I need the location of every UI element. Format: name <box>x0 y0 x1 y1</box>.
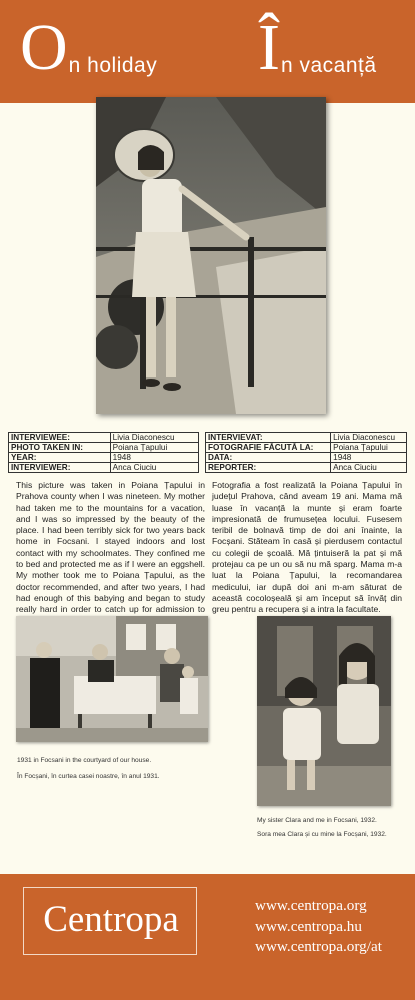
info-label: YEAR: <box>9 453 111 463</box>
logo-text: Centropa <box>43 899 179 940</box>
table-row <box>9 453 199 463</box>
info-value: 1948 <box>110 453 198 463</box>
info-value: Livia Diaconescu <box>110 433 198 443</box>
info-value: Poiana Țapului <box>110 443 198 453</box>
table-row <box>9 433 199 443</box>
interview-info-english <box>8 432 199 473</box>
website-link[interactable]: www.centropa.org/at <box>255 938 382 955</box>
caption-sisters-romanian: Sora mea Clara și cu mine la Focșani, 1932. <box>257 831 387 838</box>
title-english-initial: O <box>20 11 68 84</box>
info-value: Poiana Țapului <box>331 443 407 453</box>
table-row <box>206 433 407 443</box>
website-link[interactable]: www.centropa.hu <box>255 917 362 935</box>
info-label: INTERVIEWEE: <box>9 433 111 443</box>
table-row <box>9 443 199 453</box>
caption-courtyard-english: 1931 in Focsani in the courtyard of our house. <box>17 757 152 764</box>
info-value: Livia Diaconescu <box>331 433 407 443</box>
table-row <box>9 463 199 473</box>
title-english-rest: n holiday <box>68 54 158 77</box>
table-row <box>206 443 407 453</box>
info-label: PHOTO TAKEN IN: <box>9 443 111 453</box>
table-row <box>206 463 407 473</box>
story-text-romanian: Fotografia a fost realizată la Poiana Țapului în județul Prahova, când aveam 19 ani. Mama mă luase în vacanță la munte și eram foarte impresionată de frumusețea locului. Fusesem teribil de bolnavă timp de doi ani înainte, la Focșani. Stăteam în casă și pierdusem contactul cu colegii de școală. Mă țintuiseră la pat și mă protejau ca pe un ou să nu mă sparg. Mama m-a luat la Poiana Țapului, la recomandarea medicului, iar după doi ani m-am săturat de această cocoloșeală și am început să învăț din greu pentru a recupera și a intra la facultate. <box>212 480 402 615</box>
courtyard-photo <box>16 616 208 742</box>
table-row <box>206 453 407 463</box>
caption-sisters-english: My sister Clara and me in Focsani, 1932. <box>257 817 377 824</box>
story-text-english: This picture was taken in Poiana Țapului in Prahova county when I was nineteen. My mother had taken me to the mountains for a vacation, and I was so impressed by the beauty of the place. I had been terribly sick for two years back home in Focsani. I stayed indoors and lost contact with my schoolmates. They confined me to bed and protected me as if I were an eggshell. My mother took me to Poiana Țapului, as the doctor recommended, and after two years, I had had enough of this babying and began to study really hard in order to catch up for admission to <box>16 480 205 615</box>
info-label: REPORTER: <box>206 463 331 473</box>
info-value: 1948 <box>331 453 407 463</box>
info-value: Anca Ciuciu <box>331 463 407 473</box>
info-label: FOTOGRAFIE FĂCUTĂ LA: <box>206 443 331 453</box>
interview-info-romanian <box>205 432 407 473</box>
info-label: DATA: <box>206 453 331 463</box>
info-label: INTERVIEWER: <box>9 463 111 473</box>
title-english <box>20 11 158 84</box>
title-romanian-initial: Î <box>258 11 280 84</box>
info-label: INTERVIEVAT: <box>206 433 331 443</box>
website-link[interactable]: www.centropa.org <box>255 897 367 914</box>
website-links <box>255 896 405 958</box>
main-photo <box>96 97 326 414</box>
title-romanian-rest: n vacanță <box>280 54 377 77</box>
sisters-photo <box>257 616 391 806</box>
title-romanian <box>258 11 377 84</box>
info-value: Anca Ciuciu <box>110 463 198 473</box>
centropa-logo <box>23 887 197 955</box>
caption-courtyard-romanian: În Focșani, în curtea casei noastre, în anul 1931. <box>17 773 160 780</box>
